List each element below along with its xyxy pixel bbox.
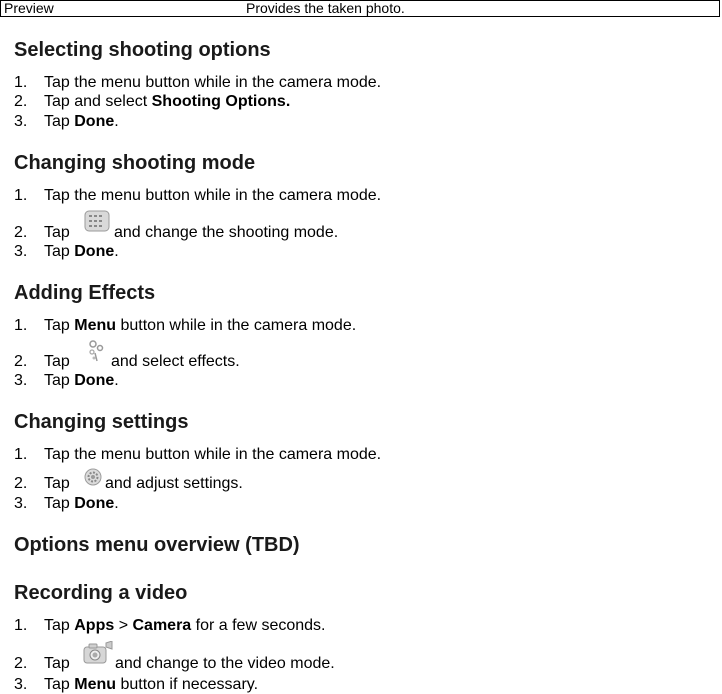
section-title: Changing settings xyxy=(14,411,189,433)
section-title: Changing shooting mode xyxy=(14,152,256,174)
table-cell-term: Preview xyxy=(4,0,54,16)
section-title: Options menu overview (TBD) xyxy=(14,534,300,556)
settings-gear-icon xyxy=(83,467,103,492)
section-title: Selecting shooting options xyxy=(14,39,271,61)
shooting-mode-grid-icon xyxy=(84,210,110,237)
table-row xyxy=(0,0,720,17)
effects-wand-icon xyxy=(86,339,108,368)
section-title: Adding Effects xyxy=(14,282,156,304)
table-cell-description: Provides the taken photo. xyxy=(246,0,405,16)
section-title: Recording a video xyxy=(14,582,188,604)
camera-video-switch-icon xyxy=(83,641,113,670)
